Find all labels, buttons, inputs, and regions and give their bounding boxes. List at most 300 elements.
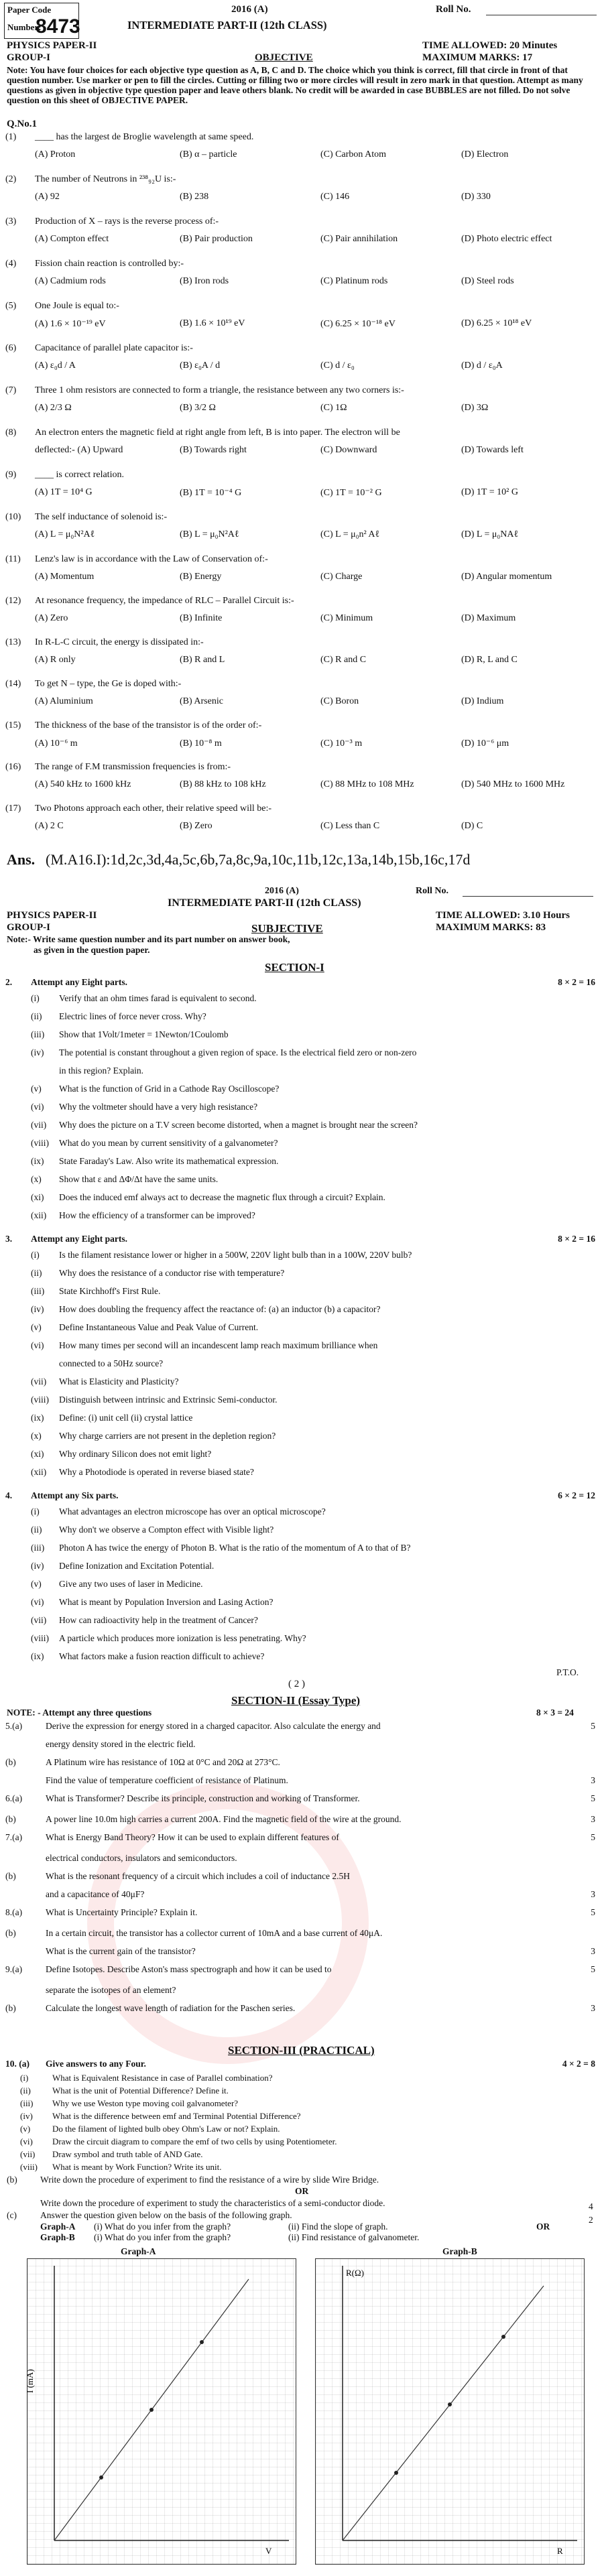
question-text: The number of Neutrons in ²³⁸₉₂U is:-: [35, 174, 176, 184]
part-text: Why charge carriers are not present in the depletion region?: [59, 1431, 276, 1441]
question-part: [5, 1304, 599, 1317]
q10b-label: (b): [7, 2175, 17, 2185]
graph-b-title: Graph-B: [442, 2246, 477, 2256]
question-row: [5, 596, 599, 636]
part-text: Do the filament of lighted bulb obey Ohm's Law or not? Explain.: [52, 2124, 280, 2134]
option-a: (A) L = μ₀N²Aℓ: [35, 529, 95, 539]
question-header-q4: [5, 1490, 599, 1504]
question-number: (11): [5, 554, 21, 564]
paper-code-box: [4, 3, 79, 39]
part-number: (vii): [20, 2149, 36, 2159]
question-part: [5, 1651, 599, 1665]
question-row: [5, 554, 599, 594]
question-row: [5, 720, 599, 761]
essay-mark: 5: [591, 1832, 595, 1842]
part-text: Electric lines of force never cross. Why?: [59, 1011, 206, 1021]
essay-line: [5, 1757, 599, 1770]
question-part: [5, 2085, 599, 2098]
option-b: (B) α – particle: [180, 149, 237, 159]
part-number: (iii): [31, 1029, 45, 1039]
part-text: Photon A has twice the energy of Photon B. What is the ratio of the momentum of A to that of B?: [59, 1543, 411, 1553]
question-row: [5, 679, 599, 719]
essay-text: What is Energy Band Theory? How it can be used to explain different features of: [46, 1832, 339, 1842]
roll-label: Roll No.: [436, 4, 471, 15]
question-part: [5, 1633, 599, 1647]
part-text: Draw the circuit diagram to compare the emf of two cells by using Potentiometer.: [52, 2136, 337, 2146]
option-d: (D) Steel rods: [461, 276, 514, 286]
graph-a-point: [99, 2475, 103, 2480]
question-part: [5, 1029, 599, 1043]
part-number: (ii): [31, 1525, 42, 1535]
part-text: The potential is constant throughout a given region of space. Is the electrical field zero or non-zero: [59, 1047, 417, 1057]
part-number: (ii): [31, 1011, 42, 1021]
option-a: (A) 2 C: [35, 821, 64, 831]
option-d: (D) 6.25 × 10¹⁸ eV: [461, 318, 532, 328]
essay-number: (b): [5, 1928, 16, 1938]
essay-number: (b): [5, 1814, 16, 1824]
essay-line: [5, 1907, 599, 1921]
option-d: (D) 3Ω: [461, 403, 489, 413]
option-d: (D) d / ε₀A: [461, 361, 503, 371]
essay-number: 8.(a): [5, 1907, 23, 1917]
option-b: (B) 88 kHz to 108 kHz: [180, 779, 266, 789]
essay-number: (b): [5, 1871, 16, 1881]
graph-b: [315, 2258, 585, 2565]
question-part: [5, 1156, 599, 1169]
part-number: (iii): [20, 2098, 34, 2108]
essay-text: and a capacitance of 40μF?: [46, 1889, 145, 1899]
part-text: Verify that an ohm times farad is equivalent to second.: [59, 993, 257, 1003]
essay-line: [5, 1721, 599, 1734]
question-part: [5, 2149, 599, 2161]
essay-line: [5, 1775, 599, 1789]
option-d: (D) R, L and C: [461, 655, 518, 665]
option-a: (A) Compton effect: [35, 234, 109, 244]
option-b: (B) L = μ₀N²Aℓ: [180, 529, 239, 539]
option-d: (D) 1T = 10² G: [461, 487, 518, 497]
part-number: (v): [20, 2124, 31, 2134]
essay-text: What is Transformer? Describe its principle, construction and working of Transformer.: [46, 1793, 360, 1803]
section-3-title: SECTION-III (PRACTICAL): [228, 2044, 375, 2057]
option-a: deflected:- (A) Upward: [35, 445, 123, 455]
part-text: What is the function of Grid in a Cathode Ray Oscilloscope?: [59, 1084, 280, 1094]
graph-b-point: [394, 2471, 398, 2475]
essay-text: What is Uncertainty Principle? Explain it.: [46, 1907, 198, 1917]
essay-text: Calculate the longest wave length of radiation for the Paschen series.: [46, 2003, 296, 2013]
essay-text: electrical conductors, insulators and semiconductors.: [46, 1853, 237, 1863]
part-text: How many times per second will an incandescent lamp reach maximum brilliance when: [59, 1340, 378, 1350]
question-part: [5, 1210, 599, 1224]
part-text: in this region? Explain.: [59, 1066, 143, 1076]
part-text: What is Equivalent Resistance in case of Parallel combination?: [52, 2073, 273, 2083]
essay-line: [5, 1946, 599, 1959]
question-part: [5, 1084, 599, 1097]
part-number: (ii): [20, 2085, 31, 2096]
option-a: (A) 2/3 Ω: [35, 403, 72, 413]
part-number: (vii): [31, 1615, 47, 1625]
part-text: What do you mean by current sensitivity of a galvanometer?: [59, 1138, 278, 1148]
subj-subject: PHYSICS PAPER-II: [7, 910, 97, 921]
part-number: (iv): [31, 1561, 44, 1571]
question-part: [5, 2124, 599, 2136]
part-number: (vi): [31, 1597, 44, 1607]
question-instruction: Attempt any Eight parts.: [31, 977, 127, 987]
question-part: [5, 1268, 599, 1281]
question-header-q3: [5, 1234, 599, 1247]
q10b-mark: 4: [589, 2201, 593, 2211]
option-b: (B) 3/2 Ω: [180, 403, 216, 413]
part-text: Why ordinary Silicon does not emit light?: [59, 1449, 212, 1459]
graph-b-x-label: R: [557, 2546, 563, 2556]
subj-roll: Roll No.: [416, 886, 448, 896]
question-part: [5, 1192, 599, 1206]
part-number: (xii): [31, 1210, 47, 1220]
q10c-label: (c): [7, 2210, 17, 2220]
question-number: (8): [5, 428, 17, 438]
question-number: (17): [5, 803, 21, 814]
question-part: [5, 1561, 599, 1574]
part-number: (x): [31, 1174, 42, 1184]
part-number: (vi): [20, 2136, 33, 2146]
question-number: (7): [5, 385, 17, 395]
essay-text: A power line 10.0m high carries a current 200A. Find the magnetic field of the wire at the ground.: [46, 1814, 402, 1824]
part-number: (ii): [31, 1268, 42, 1278]
question-number: (13): [5, 637, 21, 647]
option-a: (A) 10⁻⁶ m: [35, 738, 78, 749]
graph-a: [27, 2258, 296, 2565]
essay-mark: 3: [591, 1775, 595, 1785]
graph-b-line: [343, 2286, 544, 2540]
question-row: [5, 470, 599, 510]
option-d: (D) Electron: [461, 149, 509, 159]
answer-key: (M.A16.I):1d,2c,3d,4a,5c,6b,7a,8c,9a,10c,11b,12c,13a,14b,15b,16c,17d: [46, 851, 471, 868]
question-marks: 4 × 2 = 8: [562, 2059, 595, 2069]
question-row: [5, 343, 599, 383]
question-header-q2: [5, 977, 599, 990]
question-part: [5, 1340, 599, 1354]
graph-a-y-label: I (mA): [25, 2369, 35, 2393]
essay-line: [5, 1853, 599, 1866]
option-b: (B) 1T = 10⁻⁴ G: [180, 488, 242, 498]
option-a: (A) 540 kHz to 1600 kHz: [35, 779, 131, 789]
part-text: What is Elasticity and Plasticity?: [59, 1376, 179, 1387]
part-number: (ix): [31, 1413, 44, 1423]
question-part: [5, 1138, 599, 1151]
option-c: (C) Boron: [320, 696, 359, 706]
question-number: (16): [5, 762, 21, 772]
question-number: Q.No.1: [7, 119, 37, 129]
option-b: (B) 238: [180, 192, 209, 202]
essay-line: [5, 1871, 599, 1884]
part-text: Show that ε and ΔΦ/Δt have the same units.: [59, 1174, 219, 1184]
q10c-mark: 2: [589, 2215, 593, 2225]
question-part: [5, 993, 599, 1007]
option-b: (B) Pair production: [180, 234, 253, 244]
essay-text: Define Isotopes. Describe Aston's mass spectrograph and how it can be used to: [46, 1964, 332, 1974]
graph-a-label: Graph-A: [40, 2221, 76, 2232]
question-part: [5, 1322, 599, 1336]
essay-text: What is the current gain of the transistor?: [46, 1946, 196, 1956]
option-c: (C) d / ε₀: [320, 361, 355, 371]
option-d: (D) 10⁻⁶ μm: [461, 738, 509, 749]
number-label: Number:: [7, 22, 42, 32]
part-text: State Faraday's Law. Also write its mathematical expression.: [59, 1156, 279, 1166]
part-number: (xi): [31, 1192, 44, 1202]
question-instruction: Give answers to any Four.: [46, 2059, 146, 2069]
part-text: What is the unit of Potential Difference? Define it.: [52, 2085, 229, 2096]
part-text: Define Instantaneous Value and Peak Value of Current.: [59, 1322, 259, 1332]
question-row: [5, 259, 599, 299]
option-c: (C) Less than C: [320, 821, 380, 831]
part-number: (iv): [31, 1304, 44, 1314]
question-part: [5, 1102, 599, 1115]
option-a: (A) Proton: [35, 149, 76, 159]
time-allowed: TIME ALLOWED: 20 Minutes: [422, 40, 558, 51]
part-number: (i): [20, 2073, 29, 2083]
essay-number: 5.(a): [5, 1721, 23, 1731]
question-part: [5, 1525, 599, 1538]
option-a: (A) ε₀d / A: [35, 361, 76, 371]
option-c: (C) Platinum rods: [320, 276, 388, 286]
part-text: How can radioactivity help in the treatment of Cancer?: [59, 1615, 258, 1625]
option-b: (B) Towards right: [180, 445, 247, 455]
graph-a-point: [200, 2340, 204, 2344]
option-a: (A) 1T = 10⁴ G: [35, 487, 93, 497]
option-a: (A) Momentum: [35, 572, 95, 582]
option-b: (B) Infinite: [180, 613, 223, 623]
question-part: [5, 1431, 599, 1444]
option-d: (D) Indium: [461, 696, 504, 706]
question-marks: 8 × 2 = 16: [558, 1234, 595, 1244]
part-number: (iii): [31, 1543, 45, 1553]
essay-number: 9.(a): [5, 1964, 23, 1974]
part-number: (i): [31, 1506, 40, 1517]
question-text: Three 1 ohm resistors are connected to form a triangle, the resistance between any two corners is:-: [35, 385, 404, 395]
question-part: [5, 2073, 599, 2085]
subj-note1: Note:- Write same question number and its part number on answer book,: [7, 934, 290, 944]
part-number: (viii): [20, 2162, 38, 2172]
part-text: Why a Photodiode is operated in reverse biased state?: [59, 1467, 254, 1477]
essay-number: 6.(a): [5, 1793, 23, 1803]
question-number: (10): [5, 512, 21, 522]
option-c: (C) Minimum: [320, 613, 373, 623]
part-text: How the efficiency of a transformer can be improved?: [59, 1210, 255, 1220]
question-part: [5, 2098, 599, 2110]
question-text: The thickness of the base of the transistor is of the order of:-: [35, 720, 262, 730]
question-text: One Joule is equal to:-: [35, 301, 119, 311]
part-text: Why does the picture on a T.V screen become distorted, when a magnet is brought near the screen?: [59, 1120, 418, 1130]
part-text: Define: (i) unit cell (ii) crystal lattice: [59, 1413, 193, 1423]
question-part: [5, 2136, 599, 2148]
section-2-title: SECTION-II (Essay Type): [231, 1694, 361, 1707]
essay-marks: 8 × 3 = 24: [536, 1708, 574, 1718]
question-row: [5, 216, 599, 257]
option-b: (B) Energy: [180, 572, 222, 582]
essay-number: (b): [5, 2003, 16, 2013]
essay-text: Derive the expression for energy stored in a charged capacitor. Also calculate the energy and: [46, 1721, 381, 1731]
essay-line: [5, 1832, 599, 1846]
part-text: How does doubling the frequency affect the reactance of: (a) an inductor (b) a capacitor?: [59, 1304, 381, 1314]
question-text: Lenz's law is in accordance with the Law of Conservation of:-: [35, 554, 268, 564]
question-part: [5, 1506, 599, 1520]
part-text: Define Ionization and Excitation Potential.: [59, 1561, 215, 1571]
question-part: [5, 1376, 599, 1390]
option-c: (C) L = μ₀n² Aℓ: [320, 529, 380, 539]
subj-group: GROUP-I: [7, 922, 50, 933]
part-number: (iii): [31, 1286, 45, 1296]
part-text: What is meant by Population Inversion and Lasing Action?: [59, 1597, 274, 1607]
option-d: (D) Maximum: [461, 613, 516, 623]
option-b: (B) ε₀A / d: [180, 361, 221, 371]
graph-b-point: [501, 2335, 505, 2339]
graph-a-point: [149, 2408, 154, 2412]
part-number: (xii): [31, 1467, 47, 1477]
part-number: (iv): [20, 2111, 33, 2121]
question-text: Capacitance of parallel plate capacitor is:-: [35, 343, 193, 353]
question-part: [5, 1358, 599, 1372]
question-number: (2): [5, 174, 17, 184]
question-text: At resonance frequency, the impedance of RLC – Parallel Circuit is:-: [35, 596, 294, 606]
graph-a-title: Graph-A: [121, 2246, 156, 2256]
option-a: (A) 1.6 × 10⁻¹⁹ eV: [35, 319, 106, 329]
essay-mark: 3: [591, 1889, 595, 1899]
question-part: [5, 1579, 599, 1592]
option-d: (D) C: [461, 821, 483, 831]
part-text: State Kirchhoff's First Rule.: [59, 1286, 161, 1296]
graph-b-point: [448, 2402, 452, 2406]
question-part: [5, 1066, 599, 1079]
question-part: [5, 1011, 599, 1025]
option-c: (C) 146: [320, 192, 350, 202]
question-part: [5, 2162, 599, 2174]
question-part: [5, 1449, 599, 1462]
option-c: (C) R and C: [320, 655, 367, 665]
essay-line: [5, 1889, 599, 1903]
option-c: (C) 10⁻³ m: [320, 738, 363, 749]
q10b-alt: Write down the procedure of experiment to study the characteristics of a semi-conductor diode.: [40, 2198, 385, 2208]
question-part: [5, 1286, 599, 1299]
question-row: [5, 762, 599, 802]
option-b: (B) Arsenic: [180, 696, 223, 706]
essay-line: [5, 1793, 599, 1807]
option-a: (A) Cadmium rods: [35, 276, 106, 286]
option-b: (B) R and L: [180, 655, 225, 665]
part-number: (vii): [31, 1120, 47, 1130]
question-row: [5, 512, 599, 552]
part-text: Give any two uses of laser in Medicine.: [59, 1579, 203, 1589]
option-c: (C) Downward: [320, 445, 377, 455]
option-a: (A) 92: [35, 192, 60, 202]
essay-number: 7.(a): [5, 1832, 23, 1842]
option-a: (A) R only: [35, 655, 76, 665]
option-d: (D) Angular momentum: [461, 572, 552, 582]
subj-time: TIME ALLOWED: 3.10 Hours: [436, 910, 570, 921]
part-number: (v): [31, 1084, 42, 1094]
question-row: [5, 174, 599, 214]
option-b: (B) Zero: [180, 821, 213, 831]
page-number: ( 2 ): [288, 1679, 305, 1689]
question-number: (3): [5, 216, 17, 227]
answers-label: Ans.: [7, 851, 36, 868]
part-number: (ix): [31, 1156, 44, 1166]
essay-mark: 5: [591, 1964, 595, 1974]
part-number: (viii): [31, 1138, 49, 1148]
essay-line: [5, 1928, 599, 1941]
question-text: An electron enters the magnetic field at right angle from left, B is into paper. The electron will be: [35, 428, 400, 438]
question-text: The range of F.M transmission frequencies is from:-: [35, 762, 231, 772]
question-part: [5, 1120, 599, 1133]
graph-a-q1: (i) What do you infer from the graph?: [94, 2221, 231, 2232]
essay-mark: 5: [591, 1721, 595, 1731]
question-part: [5, 1174, 599, 1187]
part-number: (ix): [31, 1651, 44, 1661]
question-text: ____ is correct relation.: [35, 470, 124, 480]
section-1-title: SECTION-I: [265, 961, 324, 974]
question-part: [5, 1467, 599, 1480]
max-marks: MAXIMUM MARKS: 17: [422, 52, 533, 63]
paper-code-value: 8473: [36, 15, 80, 38]
option-d: (D) 540 MHz to 1600 MHz: [461, 779, 565, 789]
part-text: Why don't we observe a Compton effect with Visible light?: [59, 1525, 274, 1535]
question-number: (5): [5, 301, 17, 311]
part-number: (v): [31, 1322, 42, 1332]
question-number: 3.: [5, 1234, 13, 1244]
part-number: (i): [31, 993, 40, 1003]
part-text: What factors make a fusion reaction difficult to achieve?: [59, 1651, 265, 1661]
option-c: (C) Charge: [320, 572, 363, 582]
essay-text: energy density stored in the electric field.: [46, 1739, 196, 1749]
part-text: connected to a 50Hz source?: [59, 1358, 164, 1368]
option-c: (C) 1Ω: [320, 403, 347, 413]
option-c: (C) Pair annihilation: [320, 234, 398, 244]
option-a: (A) Zero: [35, 613, 68, 623]
essay-mark: 3: [591, 1946, 595, 1956]
question-header-q10: [5, 2059, 599, 2072]
part-number: (viii): [31, 1633, 49, 1643]
subj-title: INTERMEDIATE PART-II (12th CLASS): [168, 897, 361, 909]
essay-text: A Platinum wire has resistance of 10Ω at 0°C and 20Ω at 273°C.: [46, 1757, 280, 1767]
question-number: (9): [5, 470, 17, 480]
part-text: Why the voltmeter should have a very high resistance?: [59, 1102, 258, 1112]
essay-text: separate the isotopes of an element?: [46, 1985, 176, 1995]
question-row: [5, 637, 599, 678]
question-marks: 6 × 2 = 12: [558, 1490, 595, 1500]
part-number: (vi): [31, 1102, 44, 1112]
part-number: (i): [31, 1250, 40, 1260]
subj-marks: MAXIMUM MARKS: 83: [436, 922, 546, 933]
part-text: What is meant by Work Function? Write its unit.: [52, 2162, 222, 2172]
option-d: (D) 330: [461, 192, 491, 202]
or-label-1: OR: [295, 2186, 309, 2196]
q10b-text: Write down the procedure of experiment to find the resistance of a wire by slide Wire Bridge.: [40, 2175, 379, 2185]
essay-mark: 5: [591, 1793, 595, 1803]
question-text: Production of X – rays is the reverse process of:-: [35, 216, 219, 227]
essay-line: [5, 1739, 599, 1752]
option-d: (D) Towards left: [461, 445, 524, 455]
part-text: What advantages an electron microscope has over an optical microscope?: [59, 1506, 326, 1517]
essay-text: Find the value of temperature coefficient of resistance of Platinum.: [46, 1775, 288, 1785]
question-number: (1): [5, 132, 17, 142]
graph-b-plot: [316, 2259, 584, 2564]
question-number: (14): [5, 679, 21, 689]
essay-line: [5, 2003, 599, 2016]
essay-mark: 5: [591, 1907, 595, 1917]
essay-mark: 3: [591, 2003, 595, 2013]
part-text: Show that 1Volt/1meter = 1Newton/1Coulomb: [59, 1029, 229, 1039]
question-row: [5, 803, 599, 844]
part-number: (x): [31, 1431, 42, 1441]
option-c: (C) Carbon Atom: [320, 149, 386, 159]
